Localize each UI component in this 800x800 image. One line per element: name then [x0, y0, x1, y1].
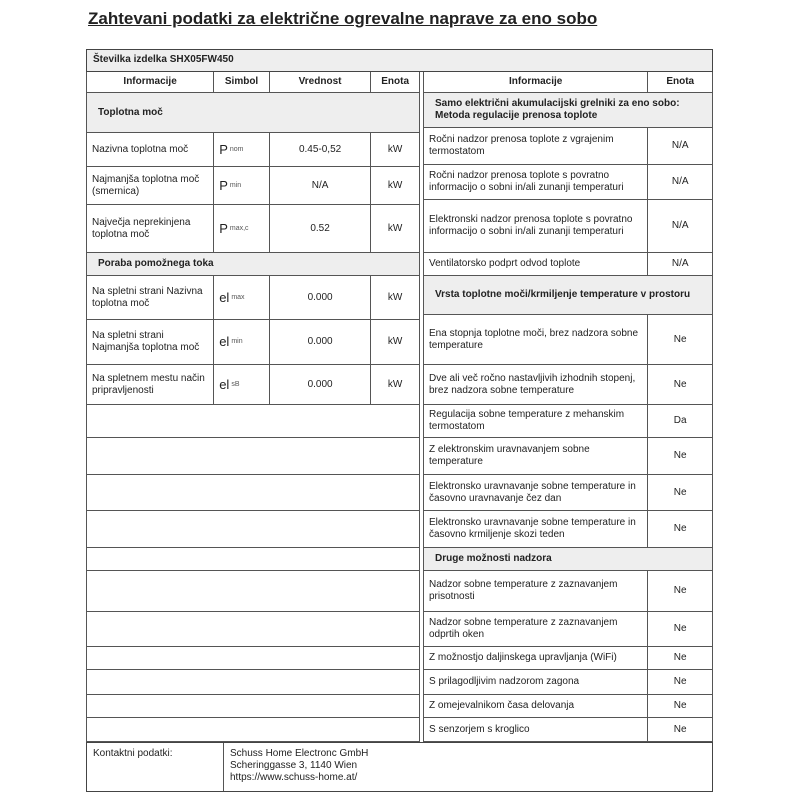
table-row	[423, 365, 713, 405]
empty-cell	[87, 670, 97, 694]
empty-row	[86, 548, 420, 571]
info-cell: Na spletni strani Nazivna toplotna moč	[87, 276, 214, 319]
empty-cell	[87, 718, 97, 741]
contact-details	[224, 743, 374, 791]
empty-cell	[87, 612, 97, 646]
empty-cell	[87, 405, 97, 437]
table-row	[423, 475, 713, 511]
empty-row	[86, 475, 420, 511]
column-header: Enota	[666, 76, 695, 87]
symbol-cell	[214, 205, 270, 252]
table-row	[423, 647, 713, 670]
table-row	[423, 315, 713, 365]
table-row	[423, 165, 713, 200]
info-cell: Ročni nadzor prenosa toplote z vgrajenim termostatom	[424, 128, 648, 164]
table-row	[423, 612, 713, 647]
right-table	[423, 72, 713, 742]
info-cell: Elektronski nadzor prenosa toplote s povratno informacijo o sobni in/ali zunanji temperaturi	[424, 200, 648, 252]
contact-label: Kontaktni podatki:	[87, 743, 224, 791]
table-row	[423, 405, 713, 438]
unit-cell: N/A	[671, 258, 689, 269]
value-cell: 0.45-0,52	[270, 133, 371, 166]
company-name: Schuss Home Electronc GmbH	[230, 748, 369, 759]
empty-cell	[87, 695, 97, 717]
contact-section	[86, 742, 713, 792]
empty-row	[86, 695, 420, 718]
info-cell: Dve ali več ročno nastavljivih izhodnih stopenj, brez nadzora sobne temperature	[424, 365, 648, 404]
unit-cell: kW	[387, 378, 403, 390]
table-row	[423, 670, 713, 695]
symbol: P	[219, 141, 228, 157]
info-cell: Z možnostjo daljinskega upravljanja (WiFi)	[424, 647, 648, 669]
symbol: el	[219, 376, 230, 392]
info-cell: Ena stopnja toplotne moči, brez nadzora sobne temperature	[424, 315, 648, 364]
unit-cell: Ne	[673, 676, 687, 687]
table-row	[423, 695, 713, 718]
table-row	[423, 128, 713, 165]
table-row	[423, 511, 713, 548]
info-cell: Največja neprekinjena toplotna moč	[87, 205, 214, 252]
info-cell: S senzorjem s kroglico	[424, 718, 648, 741]
table-row	[86, 365, 420, 405]
unit-cell: Ne	[673, 623, 687, 634]
info-cell: Elektronsko uravnavanje sobne temperature in časovno uravnavanje čez dan	[424, 475, 648, 510]
unit-cell: Ne	[673, 333, 687, 345]
section-header	[86, 253, 420, 276]
unit-cell: Ne	[673, 486, 687, 498]
page-title: Zahtevani podatki za električne ogrevalne naprave za eno sobo	[88, 9, 598, 28]
empty-row	[86, 647, 420, 670]
value-cell: 0.000	[270, 320, 371, 364]
unit-cell: N/A	[671, 220, 689, 231]
empty-row	[86, 405, 420, 438]
symbol-subscript: min	[231, 338, 243, 345]
unit-cell: Da	[673, 415, 687, 426]
unit-cell: Ne	[673, 585, 687, 596]
empty-cell	[87, 475, 97, 510]
value-cell: 0.52	[270, 205, 371, 252]
unit-cell: Ne	[673, 700, 687, 711]
info-cell: Nadzor sobne temperature z zaznavanjem prisotnosti	[424, 571, 648, 611]
product-number: Številka izdelka SHX05FW450	[86, 49, 713, 72]
unit-cell: Ne	[673, 723, 687, 735]
empty-cell	[87, 438, 97, 474]
section-header	[86, 93, 420, 133]
unit-cell: Ne	[673, 378, 687, 390]
unit-cell: Ne	[673, 652, 687, 663]
symbol-cell	[214, 167, 270, 204]
unit-cell: Ne	[673, 523, 687, 534]
unit-cell: kW	[387, 143, 403, 155]
empty-cell	[87, 548, 97, 570]
symbol-subscript: sB	[231, 380, 240, 388]
empty-row	[86, 438, 420, 475]
empty-row	[86, 511, 420, 548]
section-header	[423, 93, 713, 128]
section-title: Toplotna moč	[98, 106, 163, 118]
unit-cell: kW	[387, 291, 403, 303]
section-title: Druge možnosti nadzora	[435, 553, 552, 564]
symbol: P	[219, 220, 228, 236]
table-row	[86, 276, 420, 320]
table-row	[423, 571, 713, 612]
info-cell: Na spletnem mestu način pripravljenosti	[87, 365, 214, 404]
symbol-subscript: nom	[229, 145, 244, 153]
section-title: Samo električni akumulacijski grelniki za eno sobo: Metoda regulacije prenosa toplote	[435, 98, 680, 121]
table-row	[423, 438, 713, 475]
empty-row	[86, 718, 420, 742]
info-cell: Elektronsko uravnavanje sobne temperature in časovno krmiljenje skozi teden	[424, 511, 648, 547]
section-title: Poraba pomožnega toka	[98, 258, 214, 269]
unit-cell: kW	[387, 222, 403, 234]
column-header: Simbol	[214, 72, 270, 92]
column-header: Enota	[381, 76, 410, 87]
symbol: P	[219, 177, 228, 193]
table-row	[86, 320, 420, 365]
company-address: Scheringgasse 3, 1140 Wien	[230, 760, 358, 771]
column-header: Vrednost	[270, 72, 371, 92]
empty-row	[86, 571, 420, 612]
table-row	[86, 205, 420, 253]
symbol-subscript: max,c	[229, 224, 249, 232]
unit-cell: kW	[387, 336, 403, 347]
empty-cell	[87, 511, 97, 547]
empty-row	[86, 612, 420, 647]
column-header: Informacije	[87, 72, 214, 92]
info-cell: Nadzor sobne temperature z zaznavanjem odprtih oken	[424, 612, 648, 646]
info-cell: Na spletni strani Najmanjša toplotna moč	[87, 320, 214, 364]
unit-cell: kW	[387, 179, 403, 191]
unit-cell: Ne	[673, 450, 687, 461]
unit-cell: N/A	[671, 176, 689, 187]
section-title: Vrsta toplotne moči/krmiljenje temperature v prostoru	[435, 289, 691, 300]
left-table	[86, 72, 420, 742]
symbol-cell	[214, 276, 270, 319]
info-cell: Z elektronskim uravnavanjem sobne temperature	[424, 438, 648, 474]
info-cell: Najmanjša toplotna moč (smernica)	[87, 167, 214, 204]
info-cell: Ventilatorsko podprt odvod toplote	[424, 253, 648, 275]
value-cell: 0.000	[270, 365, 371, 404]
section-header	[423, 548, 713, 571]
section-header	[423, 276, 713, 315]
value-cell: N/A	[270, 167, 371, 204]
symbol-subscript: max	[231, 293, 245, 301]
info-cell: S prilagodljivim nadzorom zagona	[424, 670, 648, 694]
info-cell: Nazivna toplotna moč	[87, 133, 214, 166]
table-header	[423, 72, 713, 93]
symbol-subscript: min	[229, 181, 242, 189]
symbol: el	[219, 289, 230, 305]
empty-row	[86, 670, 420, 695]
value-cell: 0.000	[270, 276, 371, 319]
unit-cell: N/A	[671, 140, 689, 151]
table-row	[423, 200, 713, 253]
table-row	[423, 718, 713, 742]
table-row	[86, 133, 420, 167]
table-row	[86, 167, 420, 205]
symbol: el	[219, 334, 230, 349]
column-header: Informacije	[424, 72, 648, 92]
table-row	[423, 253, 713, 276]
info-cell: Regulacija sobne temperature z mehanskim termostatom	[424, 405, 648, 437]
company-url[interactable]: https://www.schuss-home.at/	[230, 772, 358, 783]
info-cell: Ročni nadzor prenosa toplote s povratno informacijo o sobni in/ali zunanji temperaturi	[424, 165, 648, 199]
symbol-cell	[214, 320, 270, 364]
empty-cell	[87, 647, 97, 669]
table-header	[86, 72, 420, 93]
info-cell: Z omejevalnikom časa delovanja	[424, 695, 648, 717]
empty-cell	[87, 571, 97, 611]
symbol-cell	[214, 365, 270, 404]
symbol-cell	[214, 133, 270, 166]
